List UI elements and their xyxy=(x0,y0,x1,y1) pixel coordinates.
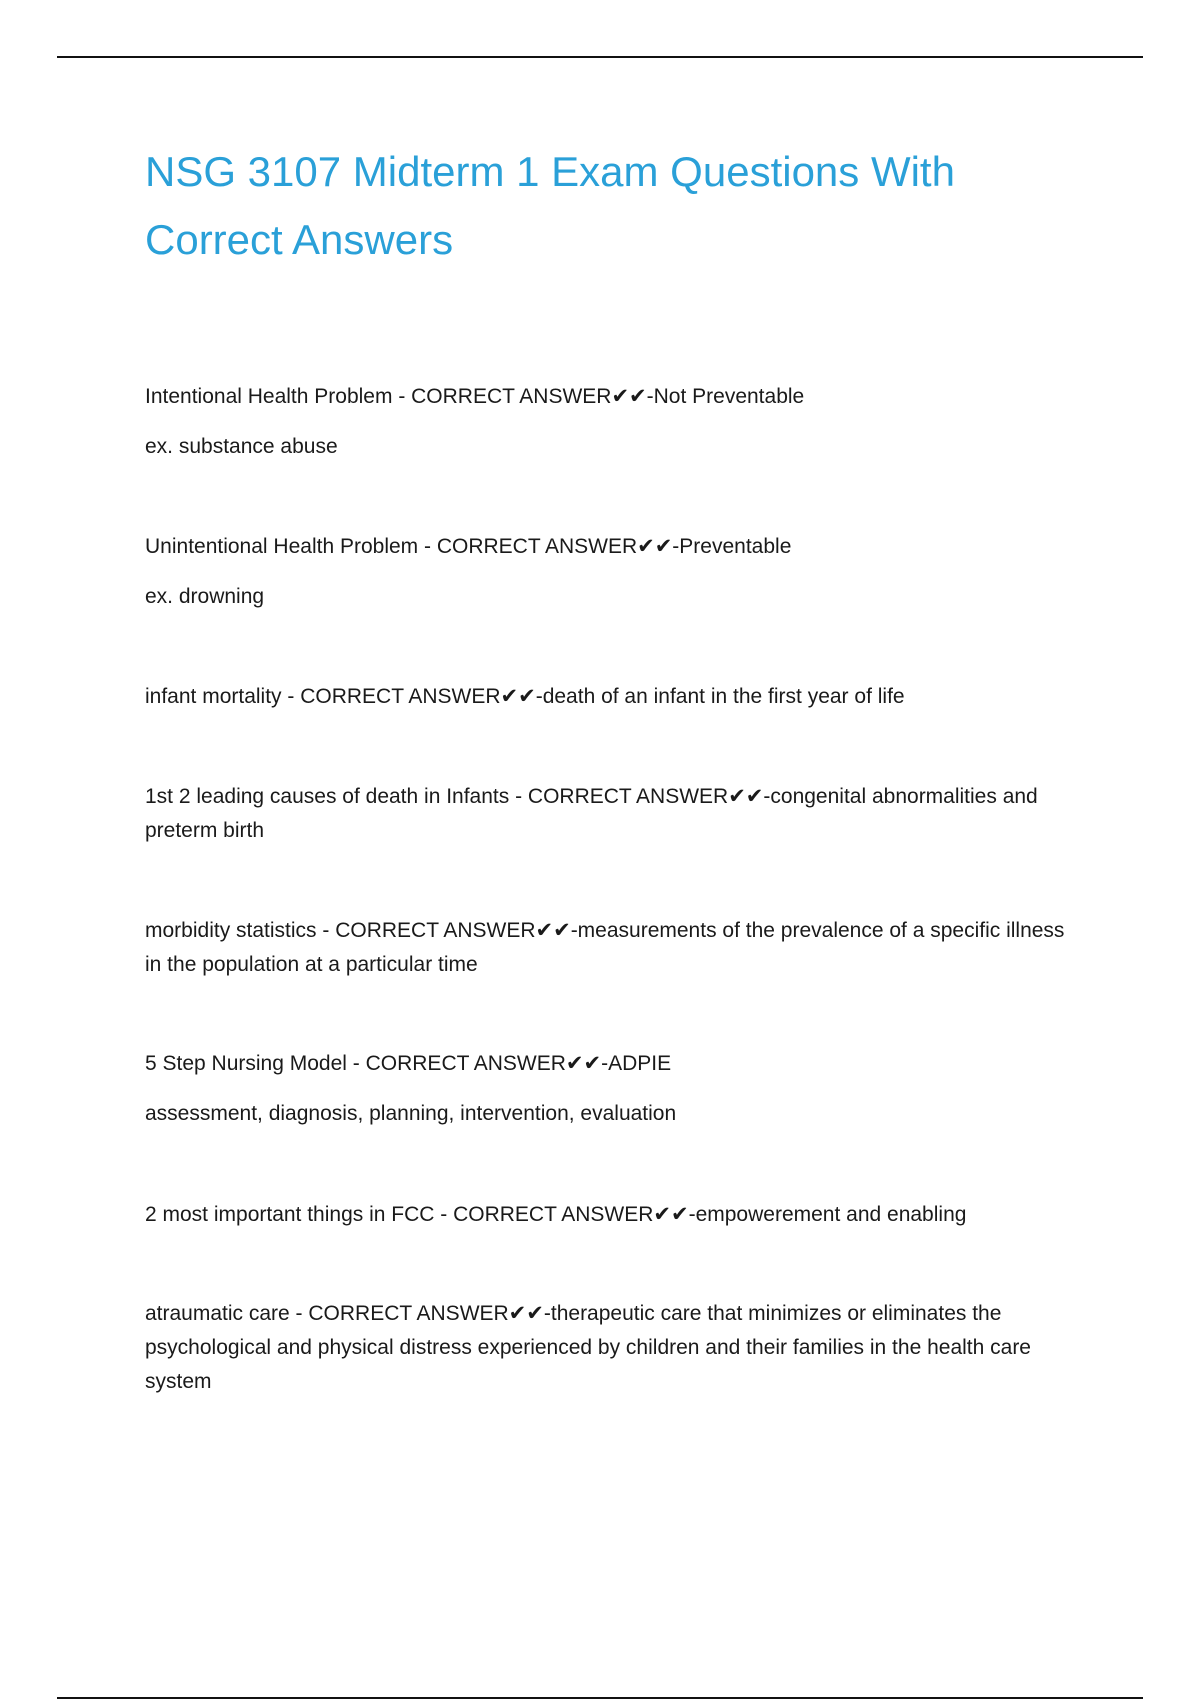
qa-item-atraumatic-care xyxy=(145,1297,1085,1399)
qa-line: atraumatic care - CORRECT ANSWER✔✔-therapeutic care that minimizes or eliminates the psychological and physical distress experienced by children and their families in the health care system xyxy=(145,1302,1031,1393)
qa-line: 2 most important things in FCC - CORRECT ANSWER✔✔-empowerement and enabling xyxy=(145,1203,967,1226)
qa-line: Unintentional Health Problem - CORRECT ANSWER✔✔-Preventable xyxy=(145,535,792,558)
qa-item-nursing-model xyxy=(145,1047,1085,1131)
qa-item-fcc xyxy=(145,1198,1085,1232)
qa-example: ex. drowning xyxy=(145,585,265,608)
header-rule xyxy=(57,56,1143,58)
qa-item-morbidity xyxy=(145,914,1085,982)
qa-example: assessment, diagnosis, planning, intervention, evaluation xyxy=(145,1102,677,1125)
qa-item-intentional xyxy=(145,380,1085,464)
qa-line: Intentional Health Problem - CORRECT ANSWER✔✔-Not Preventable xyxy=(145,385,805,408)
footer-rule xyxy=(57,1697,1143,1699)
qa-line: morbidity statistics - CORRECT ANSWER✔✔-measurements of the prevalence of a specific illness in the population at a particular time xyxy=(145,919,1065,976)
qa-example: ex. substance abuse xyxy=(145,435,338,458)
page-title: NSG 3107 Midterm 1 Exam Questions With Correct Answers xyxy=(145,148,955,263)
qa-line: infant mortality - CORRECT ANSWER✔✔-death of an infant in the first year of life xyxy=(145,685,905,708)
qa-line: 1st 2 leading causes of death in Infants - CORRECT ANSWER✔✔-congenital abnormalities and preterm birth xyxy=(145,785,1038,842)
qa-item-causes-of-death xyxy=(145,780,1085,848)
qa-item-unintentional xyxy=(145,530,1085,614)
qa-item-infant-mortality xyxy=(145,680,1085,714)
qa-line: 5 Step Nursing Model - CORRECT ANSWER✔✔-ADPIE xyxy=(145,1052,672,1075)
